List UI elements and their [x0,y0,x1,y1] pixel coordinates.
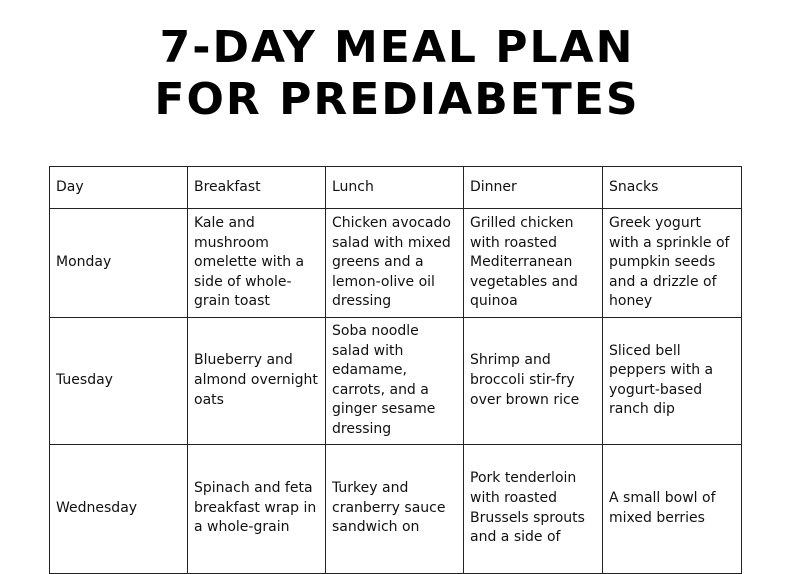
cell-lunch: Turkey and cranberry sauce sandwich on [326,444,464,573]
header-breakfast: Breakfast [188,167,326,209]
cell-breakfast: Kale and mushroom omelette with a side of whole-grain toast [188,209,326,318]
table-row [50,318,742,445]
header-lunch: Lunch [326,167,464,209]
cell-snacks: A small bowl of mixed berries [603,444,742,573]
cell-snacks: Sliced bell peppers with a yogurt-based ranch dip [603,318,742,445]
header-day: Day [50,167,188,209]
cell-dinner: Pork tenderloin with roasted Brussels sprouts and a side of [464,444,603,573]
title-line-2: FOR PREDIABETES [154,74,640,125]
table-header-row [50,167,742,209]
cell-day: Wednesday [50,444,188,573]
header-snacks: Snacks [603,167,742,209]
cell-day: Monday [50,209,188,318]
cell-day: Tuesday [50,318,188,445]
page-title [0,22,794,126]
header-dinner: Dinner [464,167,603,209]
cell-dinner: Grilled chicken with roasted Mediterranean vegetables and quinoa [464,209,603,318]
cell-lunch: Chicken avocado salad with mixed greens and a lemon-olive oil dressing [326,209,464,318]
cell-dinner: Shrimp and broccoli stir-fry over brown rice [464,318,603,445]
cell-breakfast: Blueberry and almond overnight oats [188,318,326,445]
meal-plan-table [49,166,742,574]
title-line-1: 7-DAY MEAL PLAN [159,22,635,73]
cell-snacks: Greek yogurt with a sprinkle of pumpkin seeds and a drizzle of honey [603,209,742,318]
cell-breakfast: Spinach and feta breakfast wrap in a whole-grain [188,444,326,573]
table-row [50,209,742,318]
table-row [50,444,742,573]
cell-lunch: Soba noodle salad with edamame, carrots, and a ginger sesame dressing [326,318,464,445]
